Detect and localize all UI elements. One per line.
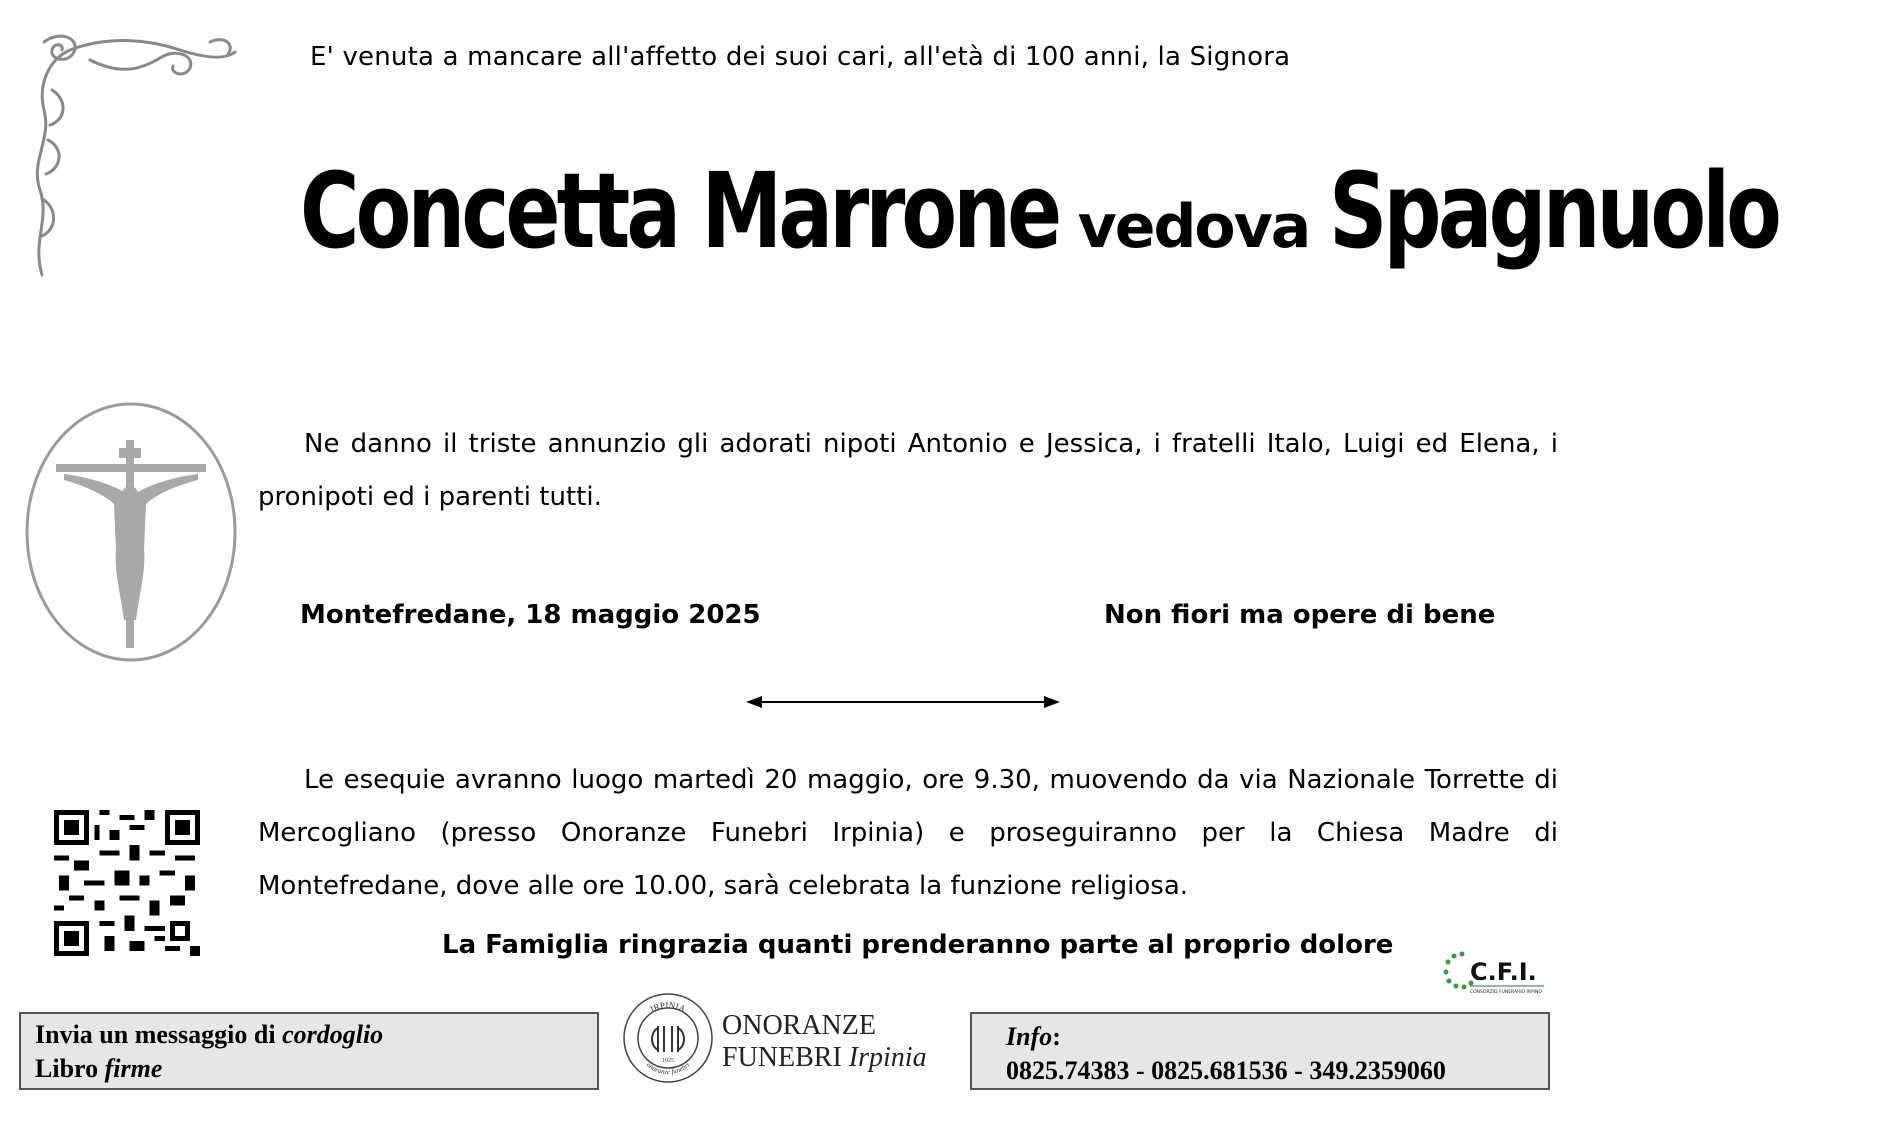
qr-code[interactable] [54, 810, 200, 956]
svg-text:IRPINIA [648, 1000, 687, 1014]
info-label: Info: [1006, 1022, 1061, 1051]
family-thanks: La Famiglia ringrazia quanti prenderanno parte al proprio dolore [442, 930, 1394, 960]
funeral-text: Le esequie avranno luogo martedì 20 maggio, ore 9.30, muovendo da via Nazionale Torrette di Mercogliano (presso Onoranze Funebri Irpinia) e proseguiranno per la Chiesa Madre di Montefredane, dove alle ore 10.00, sarà celebrata la funzione religiosa. [258, 765, 1558, 901]
corner-ornament-icon [30, 30, 240, 285]
logo-ring-top: IRPINIA [648, 999, 688, 1015]
cfi-logo [1440, 950, 1550, 998]
divider-arrow-icon [740, 690, 1066, 714]
logo-ring-bottom: onoranze funebri [644, 1060, 692, 1077]
name-connector: vedova [1077, 192, 1310, 262]
crucifix-icon [24, 400, 238, 664]
cfi-mark: C.F.I. [1470, 958, 1537, 986]
condolence-box[interactable] [19, 1012, 599, 1090]
condolence-message-link[interactable]: Invia un messaggio di cordoglio [35, 1020, 384, 1049]
funeral-home-name [722, 1010, 927, 1074]
phone-numbers[interactable]: 0825.74383 - 0825.681536 - 349.2359060 [1006, 1056, 1446, 1085]
funeral-paragraph [258, 754, 1558, 913]
announcement-text: Ne danno il triste annunzio gli adorati nipoti Antonio e Jessica, i fratelli Italo, Luigi ed Elena, i pronipoti ed i parenti tutti. [258, 429, 1558, 512]
no-flowers-note: Non fiori ma opere di bene [1104, 600, 1496, 630]
guestbook-link[interactable]: Libro firme [35, 1054, 163, 1083]
intro-text: E' venuta a mancare all'affetto dei suoi cari, all'età di 100 anni, la Signora [310, 42, 1291, 72]
cfi-subtitle: CONSORZIO FUNERARIO IRPINO [1470, 990, 1542, 995]
funeral-home-line1: ONORANZE [722, 1010, 876, 1041]
funeral-home-logo [620, 990, 716, 1086]
info-box [970, 1012, 1550, 1090]
logo-year: 1925 [662, 1058, 674, 1064]
announcement-paragraph [258, 418, 1558, 524]
deceased-name [300, 150, 1904, 272]
deceased-first-name: Concetta Marrone [300, 150, 1059, 272]
place-date: Montefredane, 18 maggio 2025 [300, 600, 761, 630]
funeral-home-line2: FUNEBRI Irpinia [722, 1042, 927, 1073]
deceased-last-name: Spagnuolo [1328, 150, 1778, 272]
